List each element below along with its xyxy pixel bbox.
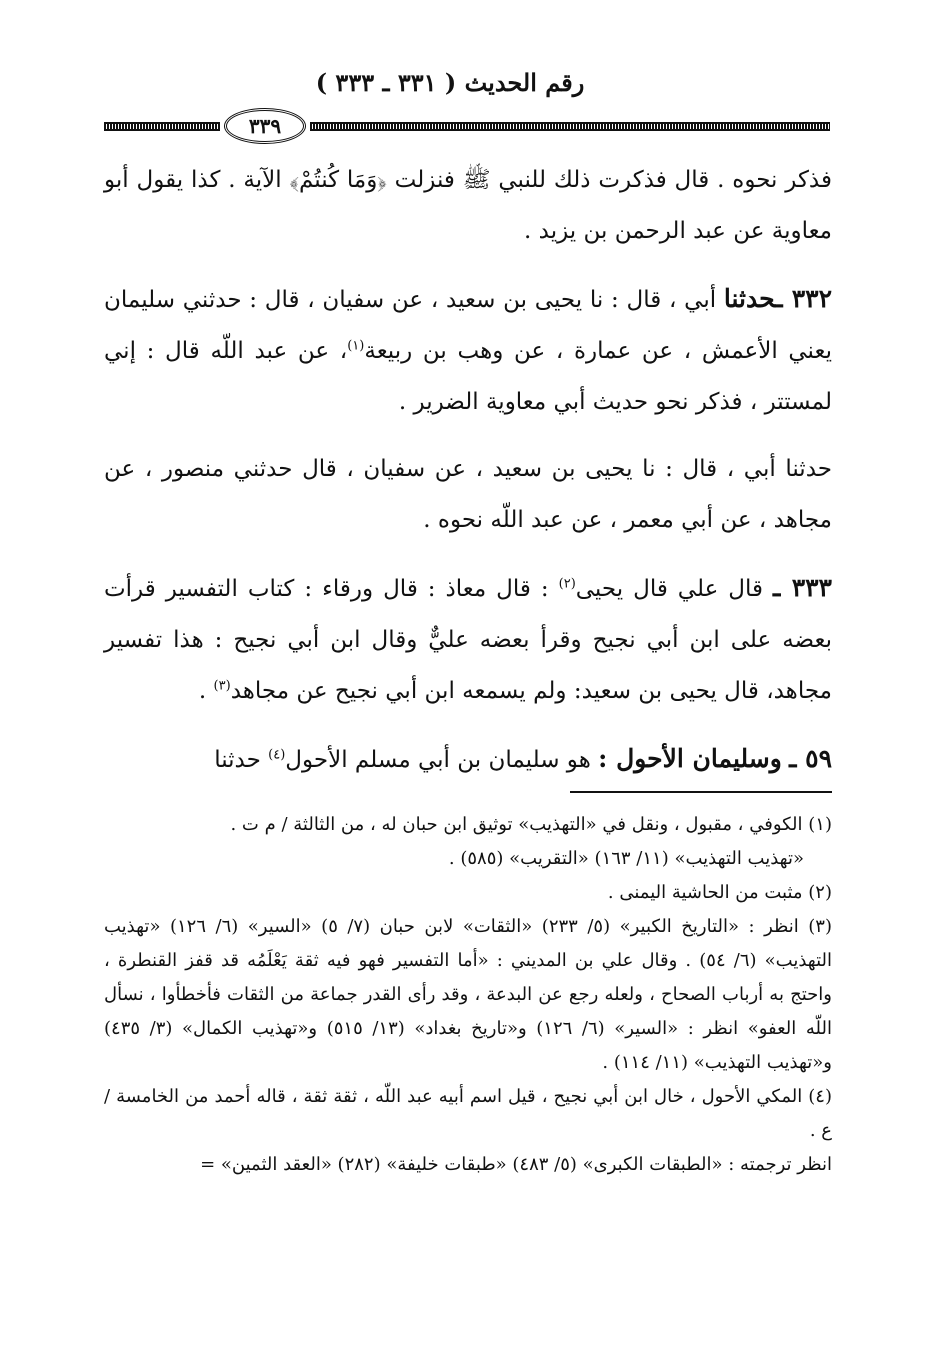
main-text (104, 155, 832, 786)
section-59-text-a: هو سليمان بن أبي مسلم الأحول (285, 747, 591, 773)
page-number-badge: ٣٣٩ (224, 108, 306, 144)
footnote-1 (104, 808, 832, 876)
hadith-number-332: ٣٣٢ ـ (775, 284, 833, 313)
section-heading-sulayman: وسليمان الأحول : (598, 744, 782, 773)
footnote-separator (570, 791, 832, 793)
footnote-2: (٢) مثبت من الحاشية اليمنى . (607, 882, 832, 903)
footnote-3-line-b: «تهذيب التهذيب» (٦/ ٥٤) . وقال علي بن المديني : «أما التفسير فهو فيه ثقة يَعْلَمُه قد قفز القنطرة ، واحتج به أرباب الصحاح ، ولعله رجع عن البدعة ، وقد رأى القدر جماعة من الثقات فأخطأوا ، نسأل اللّه العفو» انظر : «السير» (٦/ ١٢٦) و«تاريخ بغداد» (١٣/ ٥١٥) و«تهذيب الكمال» (٣/ ٤٣٥) و«تهذيب التهذيب» (١١/ ١١٤) . (104, 916, 832, 1073)
section-59 (104, 733, 832, 786)
footnote-1-line-a: (١) الكوفي ، مقبول ، ونقل في «التهذيب» توثيق ابن حبان له ، من الثالثة / م ت . (230, 814, 832, 835)
hadith-332 (104, 273, 832, 428)
hadith-332-text-b: ، عن عبد اللّه قال : إني لمستتر ، فذكر نحو حديث أبي معاوية الضرير . (104, 338, 832, 415)
footnote-4-line-a: (٤) المكي الأحول ، خال ابن أبي نجيح ، قيل اسم أبيه عبد اللّه ، ثقة ثقة ، قاله أحمد من الخامسة / ع . (104, 1086, 832, 1141)
footnote-ref-3: (٣) (213, 678, 231, 694)
hadith-332-text-a: أبي ، قال : نا يحيى بن سعيد ، عن سفيان ، قال : حدثني سليمان يعني الأعمش ، عن عمارة ، عن وهب بن ربيعة (104, 287, 832, 364)
hadith-333-end: . (198, 678, 207, 704)
hadith-332-second-chain: حدثنا أبي ، قال : نا يحيى بن سعيد ، عن سفيان ، قال حدثني منصور ، عن مجاهد ، عن أبي معمر ، عن عبد اللّه نحوه . (104, 456, 832, 533)
header-rule-right (310, 122, 830, 131)
hadith-lead-word: حدثنا (723, 284, 776, 313)
hadith-333 (104, 562, 832, 717)
hadith-number-333: ٣٣٣ ـ (773, 573, 832, 602)
footnote-ref-2: (٢) (558, 576, 576, 592)
page-header-title: رقم الحديث ( ٣٣١ ـ ٣٣٣ ) (315, 68, 585, 97)
paragraph-continuation: فذكر نحوه . قال فذكرت ذلك للنبي ﷺ فنزلت ﴿وَمَا كُنتُمْ﴾ الآية . كذا يقول أبو معاوية عن عبد الرحمن بن يزيد . (104, 167, 832, 244)
footnote-4-continuation: انظر ترجمته : «الطبقات الكبرى» (٥/ ٤٨٣) «طبقات خليفة» (٢٨٢) «العقد الثمين» = (200, 1154, 832, 1175)
footnote-3-line-a: (٣) انظر : «التاريخ الكبير» (٥/ ٢٣٣) «الثقات» لابن حبان (٧/ ٥) «السير» (٦/ ١٢٦) (169, 916, 832, 937)
footnotes (104, 808, 832, 1182)
footnote-4 (104, 1080, 832, 1148)
footnote-ref-1: (١) (347, 338, 365, 354)
footnote-1-line-b: «تهذيب التهذيب» (١١/ ١٦٣) «التقريب» (٥٨٥) . (448, 848, 804, 869)
section-59-text-b: حدثنا (214, 747, 261, 773)
footnote-3 (104, 910, 832, 1080)
hadith-333-text-a: قال علي قال يحيى (575, 576, 764, 602)
footnote-ref-4: (٤) (268, 747, 286, 763)
hadith-333-text-b: : قال معاذ : قال ورقاء : كتاب التفسير قرأت بعضه على ابن أبي نجيح وقرأ بعضه عليٌّ وقال ابن أبي نجيح : هذا تفسير مجاهد، قال يحيى بن سعيد: ولم يسمعه ابن أبي نجيح عن مجاهد (104, 576, 832, 704)
header-rule-left (104, 122, 220, 131)
section-number-59: ٥٩ ـ (789, 744, 832, 773)
